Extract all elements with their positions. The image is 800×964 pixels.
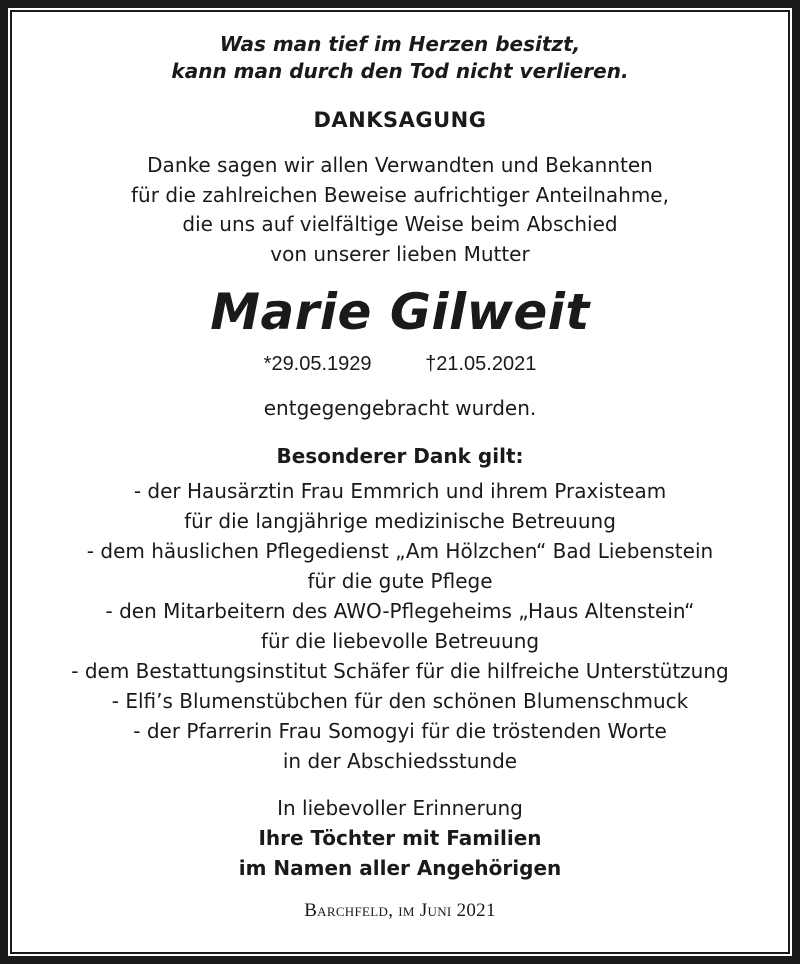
thanks-line: für die liebevolle Betreuung bbox=[260, 629, 540, 653]
special-thanks-heading: Besonderer Dank gilt: bbox=[276, 444, 524, 468]
birth-date: *29.05.1929 bbox=[263, 353, 372, 375]
opening-quote bbox=[0, 31, 800, 85]
thanks-line: - Elfi’s Blumenstübchen für den schönen Blumenschmuck bbox=[111, 689, 689, 713]
place-and-date: Barchfeld, im Juni 2021 bbox=[304, 900, 496, 921]
life-dates bbox=[0, 350, 800, 378]
intro-line: für die zahlreichen Beweise aufrichtiger Anteilnahme, bbox=[131, 182, 669, 207]
intro-line: Danke sagen wir allen Verwandten und Bekannten bbox=[147, 153, 653, 177]
notice-heading: DANKSAGUNG bbox=[313, 108, 487, 132]
closing-line: In liebevoller Erinnerung bbox=[277, 796, 523, 820]
intro-line: von unserer lieben Mutter bbox=[270, 241, 530, 266]
thanks-line: - dem häuslichen Pflegedienst „Am Hölzchen“ Bad Liebenstein bbox=[86, 539, 714, 563]
thanks-line: - den Mitarbeitern des AWO-Pflegeheims „Haus Altenstein“ bbox=[105, 599, 695, 623]
intro-text bbox=[0, 151, 800, 269]
death-date: †21.05.2021 bbox=[425, 353, 537, 375]
quote-line: Was man tief im Herzen besitzt, bbox=[219, 32, 581, 56]
signatories-family: im Namen aller Angehörigen bbox=[238, 856, 562, 880]
thanks-line: für die gute Pflege bbox=[307, 569, 493, 593]
quote-line: kann man durch den Tod nicht verlieren. bbox=[171, 59, 629, 83]
thanks-line: - dem Bestattungsinstitut Schäfer für die hilfreiche Unterstützung bbox=[71, 659, 729, 683]
thanks-line: in der Abschiedsstunde bbox=[282, 749, 518, 773]
thanks-line: für die langjährige medizinische Betreuung bbox=[184, 509, 616, 533]
intro-line: die uns auf vielfältige Weise beim Abschied bbox=[182, 212, 618, 236]
signatories: Ihre Töchter mit Familien bbox=[258, 826, 542, 850]
special-thanks-list bbox=[0, 476, 800, 776]
after-name-text: entgegengebracht wurden. bbox=[263, 396, 537, 420]
deceased-name: Marie Gilweit bbox=[210, 283, 590, 341]
thanks-line: - der Hausärztin Frau Emmrich und ihrem Praxisteam bbox=[133, 479, 667, 503]
closing-signature bbox=[0, 793, 800, 883]
thanks-line: - der Pfarrerin Frau Somogyi für die tröstenden Worte bbox=[133, 719, 667, 743]
